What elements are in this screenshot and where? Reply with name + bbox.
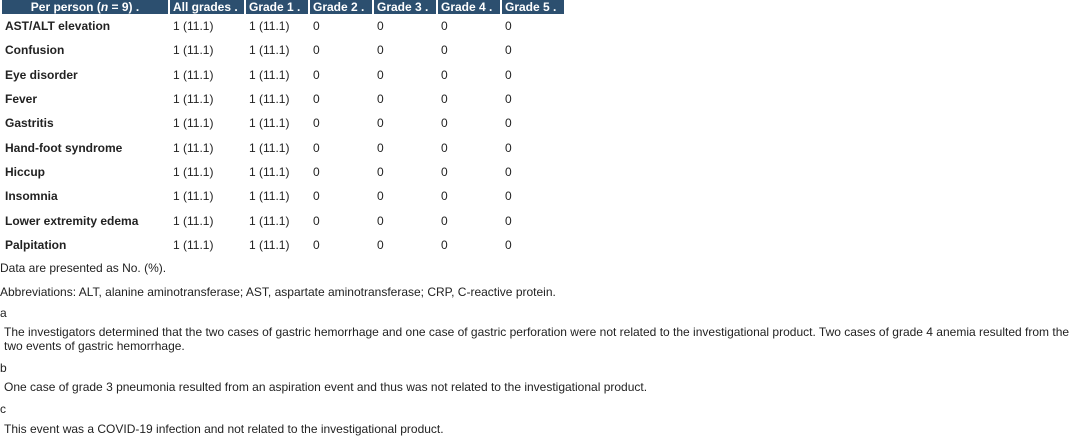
footnote-text-a: The investigators determined that the two cases of gastric hemorrhage and one case of gastric perforation were not related to the investigational product. Two cases of grade 4 anemia resulted from the two events of gastric hemorrhage. bbox=[4, 325, 1070, 353]
cell-g5: 0 bbox=[505, 19, 512, 34]
cell-all: 1 (11.1) bbox=[173, 19, 214, 34]
cell-g2: 0 bbox=[313, 213, 320, 228]
cell-g5: 0 bbox=[505, 237, 512, 252]
cell-g5: 0 bbox=[505, 116, 512, 131]
table-row bbox=[2, 111, 564, 135]
cell-g3: 0 bbox=[377, 43, 384, 58]
cell-g2: 0 bbox=[313, 67, 320, 82]
row-label: Confusion bbox=[5, 43, 65, 58]
row-label: Fever bbox=[5, 92, 38, 107]
row-label: AST/ALT elevation bbox=[5, 19, 111, 34]
cell-g2: 0 bbox=[313, 189, 320, 204]
cell-all: 1 (11.1) bbox=[173, 67, 214, 82]
row-label: Lower extremity edema bbox=[5, 213, 139, 228]
row-label: Eye disorder bbox=[5, 67, 78, 82]
data-format-note: Data are presented as No. (%). bbox=[0, 261, 167, 275]
cell-g4: 0 bbox=[441, 19, 448, 34]
cell-g4: 0 bbox=[441, 92, 448, 107]
row-label: Gastritis bbox=[5, 116, 54, 131]
cell-g5: 0 bbox=[505, 213, 512, 228]
table-row bbox=[2, 63, 564, 87]
header-grade-5: Grade 5 . bbox=[502, 0, 564, 14]
cell-g5: 0 bbox=[505, 140, 512, 155]
cell-g4: 0 bbox=[441, 213, 448, 228]
cell-g3: 0 bbox=[377, 116, 384, 131]
table-row bbox=[2, 233, 564, 257]
cell-g2: 0 bbox=[313, 237, 320, 252]
footnote-marker-c: c bbox=[0, 402, 6, 416]
cell-g5: 0 bbox=[505, 164, 512, 179]
cell-g1: 1 (11.1) bbox=[249, 164, 290, 179]
cell-g2: 0 bbox=[313, 19, 320, 34]
cell-g1: 1 (11.1) bbox=[249, 19, 290, 34]
cell-g1: 1 (11.1) bbox=[249, 43, 290, 58]
cell-all: 1 (11.1) bbox=[173, 237, 214, 252]
table-row bbox=[2, 87, 564, 111]
cell-g3: 0 bbox=[377, 237, 384, 252]
cell-g1: 1 (11.1) bbox=[249, 116, 290, 131]
row-label: Hiccup bbox=[5, 164, 46, 179]
cell-g3: 0 bbox=[377, 213, 384, 228]
header-per-person: Per person (n = 9) . bbox=[2, 0, 168, 14]
cell-g2: 0 bbox=[313, 116, 320, 131]
table-row bbox=[2, 38, 564, 62]
cell-g2: 0 bbox=[313, 43, 320, 58]
header-grade-3: Grade 3 . bbox=[374, 0, 436, 14]
cell-g5: 0 bbox=[505, 43, 512, 58]
cell-g3: 0 bbox=[377, 140, 384, 155]
row-label: Insomnia bbox=[5, 189, 58, 204]
table-header-row bbox=[2, 0, 564, 14]
cell-g3: 0 bbox=[377, 164, 384, 179]
cell-g3: 0 bbox=[377, 92, 384, 107]
cell-g2: 0 bbox=[313, 140, 320, 155]
footnote-text-c: This event was a COVID-19 infection and not related to the investigational product. bbox=[4, 422, 444, 436]
header-grade-2: Grade 2 . bbox=[310, 0, 372, 14]
footnote-marker-a: a bbox=[0, 306, 7, 320]
cell-g4: 0 bbox=[441, 140, 448, 155]
footnote-text-b: One case of grade 3 pneumonia resulted from an aspiration event and thus was not related to the investigational product. bbox=[4, 380, 648, 394]
cell-all: 1 (11.1) bbox=[173, 43, 214, 58]
cell-g5: 0 bbox=[505, 92, 512, 107]
row-label: Palpitation bbox=[5, 237, 67, 252]
cell-all: 1 (11.1) bbox=[173, 92, 214, 107]
table-row bbox=[2, 208, 564, 232]
cell-g5: 0 bbox=[505, 189, 512, 204]
adverse-events-table bbox=[0, 0, 566, 257]
header-all-grades: All grades . bbox=[170, 0, 244, 14]
abbreviations-note: Abbreviations: ALT, alanine aminotransferase; AST, aspartate aminotransferase; CRP, C-reactive protein. bbox=[0, 285, 556, 299]
cell-g1: 1 (11.1) bbox=[249, 140, 290, 155]
cell-g1: 1 (11.1) bbox=[249, 237, 290, 252]
cell-g4: 0 bbox=[441, 67, 448, 82]
cell-g1: 1 (11.1) bbox=[249, 92, 290, 107]
table-row bbox=[2, 184, 564, 208]
cell-g1: 1 (11.1) bbox=[249, 189, 290, 204]
cell-g4: 0 bbox=[441, 237, 448, 252]
cell-g4: 0 bbox=[441, 164, 448, 179]
cell-g2: 0 bbox=[313, 164, 320, 179]
table-row bbox=[2, 135, 564, 159]
cell-all: 1 (11.1) bbox=[173, 140, 214, 155]
cell-g3: 0 bbox=[377, 67, 384, 82]
row-label: Hand-foot syndrome bbox=[5, 140, 123, 155]
cell-g5: 0 bbox=[505, 67, 512, 82]
cell-all: 1 (11.1) bbox=[173, 189, 214, 204]
header-n-italic: n bbox=[100, 0, 109, 14]
table-row bbox=[2, 160, 564, 184]
cell-all: 1 (11.1) bbox=[173, 164, 214, 179]
header-grade-4: Grade 4 . bbox=[438, 0, 500, 14]
cell-g3: 0 bbox=[377, 19, 384, 34]
cell-all: 1 (11.1) bbox=[173, 213, 214, 228]
cell-g1: 1 (11.1) bbox=[249, 213, 290, 228]
header-grade-1: Grade 1 . bbox=[246, 0, 308, 14]
cell-g4: 0 bbox=[441, 43, 448, 58]
cell-g1: 1 (11.1) bbox=[249, 67, 290, 82]
footnote-marker-b: b bbox=[0, 361, 7, 375]
cell-g3: 0 bbox=[377, 189, 384, 204]
cell-g2: 0 bbox=[313, 92, 320, 107]
table-row bbox=[2, 14, 564, 38]
cell-all: 1 (11.1) bbox=[173, 116, 214, 131]
cell-g4: 0 bbox=[441, 189, 448, 204]
cell-g4: 0 bbox=[441, 116, 448, 131]
